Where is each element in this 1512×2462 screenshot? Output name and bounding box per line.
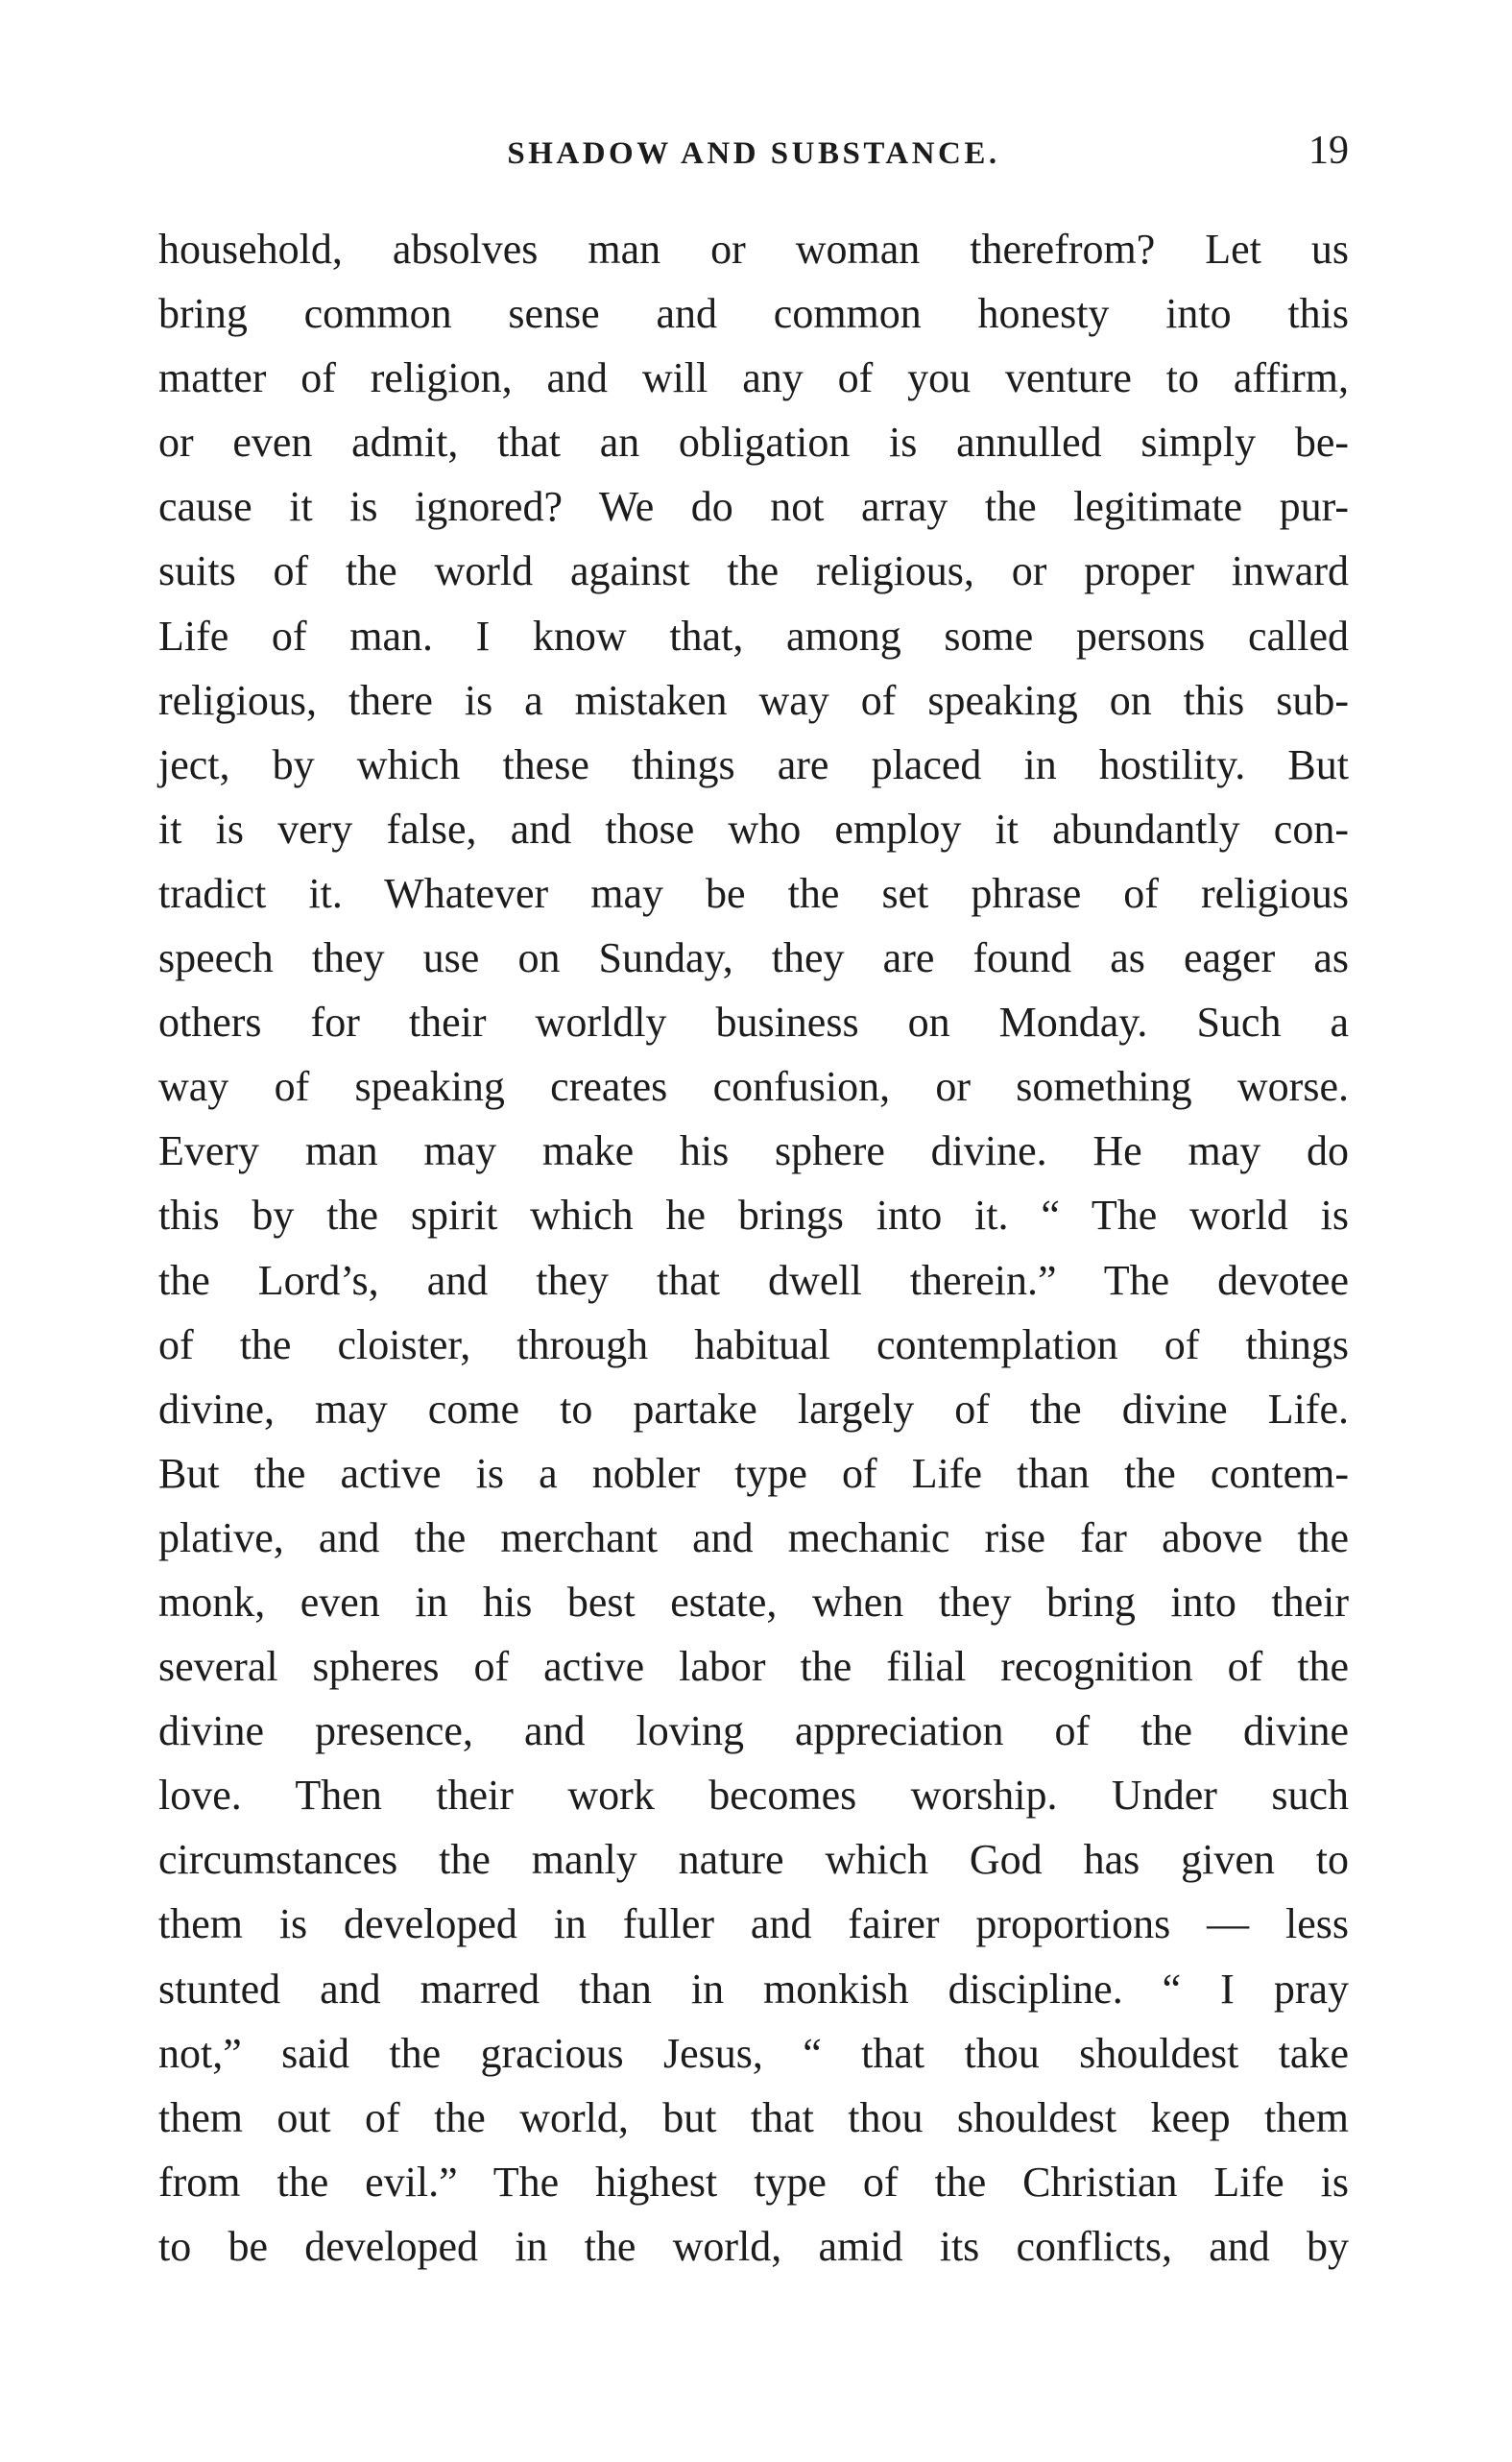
- text-line: it is very false, and those who employ it abundantly con-: [158, 805, 1349, 853]
- text-line: Every man may make his sphere divine. He may do: [158, 1127, 1349, 1175]
- text-line: But the active is a nobler type of Life than the contem-: [158, 1449, 1349, 1497]
- running-head: [158, 123, 1349, 181]
- text-line: love. Then their work becomes worship. Under such: [158, 1772, 1349, 1820]
- text-line: Life of man. I know that, among some persons called: [158, 612, 1349, 660]
- text-line: stunted and marred than in monkish discipline. “ I pray: [158, 1965, 1349, 2013]
- text-line: them is developed in fuller and fairer proportions — less: [158, 1900, 1349, 1948]
- page-number: 19: [1308, 129, 1349, 173]
- text-line: to be developed in the world, amid its conflicts, and by: [158, 2222, 1349, 2270]
- text-line: several spheres of active labor the filial recognition of the: [158, 1643, 1349, 1691]
- text-line: matter of religion, and will any of you venture to affirm,: [158, 354, 1349, 402]
- text-line: household, absolves man or woman therefrom? Let us: [158, 226, 1349, 273]
- text-line: suits of the world against the religious, or proper inward: [158, 547, 1349, 595]
- text-line: from the evil.” The highest type of the Christian Life is: [158, 2158, 1349, 2206]
- text-line: ject, by which these things are placed in hostility. But: [158, 740, 1349, 788]
- text-line: way of speaking creates confusion, or something worse.: [158, 1063, 1349, 1111]
- text-line: speech they use on Sunday, they are found as eager as: [158, 934, 1349, 982]
- text-line: this by the spirit which he brings into it. “ The world is: [158, 1192, 1349, 1240]
- text-line: cause it is ignored? We do not array the legitimate pur-: [158, 483, 1349, 531]
- text-line: divine presence, and loving appreciation of the divine: [158, 1707, 1349, 1755]
- body-text: [158, 217, 1349, 2279]
- text-line: plative, and the merchant and mechanic rise far above the: [158, 1513, 1349, 1561]
- text-line: tradict it. Whatever may be the set phrase of religious: [158, 869, 1349, 917]
- text-line: monk, even in his best estate, when they bring into their: [158, 1578, 1349, 1626]
- text-line: others for their worldly business on Monday. Such a: [158, 999, 1349, 1047]
- text-line: not,” said the gracious Jesus, “ that thou shouldest take: [158, 2029, 1349, 2077]
- text-line: bring common sense and common honesty into this: [158, 290, 1349, 338]
- text-line: or even admit, that an obligation is annulled simply be-: [158, 419, 1349, 467]
- text-line: circumstances the manly nature which God has given to: [158, 1836, 1349, 1884]
- text-line: divine, may come to partake largely of the divine Life.: [158, 1385, 1349, 1433]
- text-line: them out of the world, but that thou shouldest keep them: [158, 2093, 1349, 2141]
- text-line: religious, there is a mistaken way of speaking on this sub-: [158, 676, 1349, 724]
- running-title: SHADOW AND SUBSTANCE.: [507, 136, 1000, 171]
- text-line: of the cloister, through habitual contemplation of things: [158, 1320, 1349, 1368]
- text-line: the Lord’s, and they that dwell therein.” The devotee: [158, 1256, 1349, 1304]
